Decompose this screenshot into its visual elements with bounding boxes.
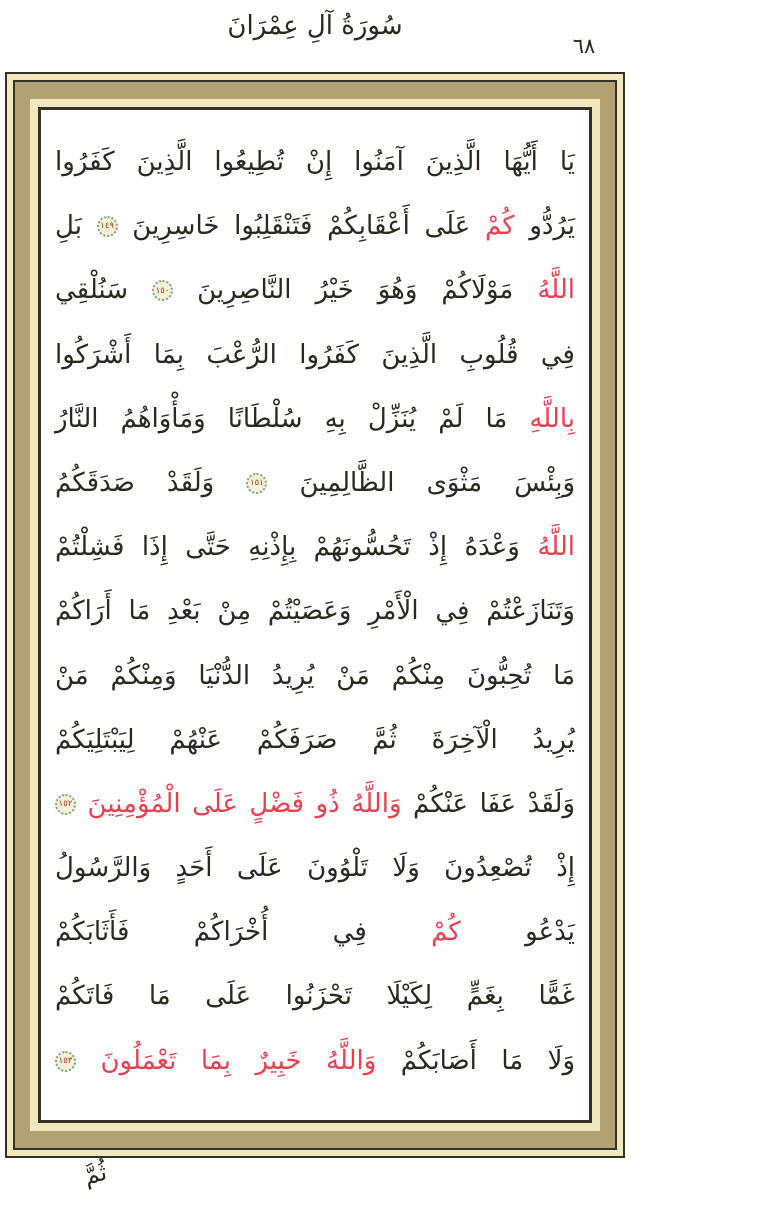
verse-end-rosette-icon <box>152 280 173 301</box>
quran-line <box>55 323 575 387</box>
decorative-border-frame <box>5 72 625 1158</box>
verse-text: عَلَى أَعْقَابِكُمْ فَتَنْقَلِبُوا خَاسِرِينَ <box>132 211 471 242</box>
quran-text-block <box>55 130 575 1093</box>
page-number: ٦٨ <box>572 34 596 58</box>
highlighted-word: اللَّهُ <box>537 532 576 563</box>
verse-text: غَمًّا بِغَمٍّ لِكَيْلَا تَحْزَنُوا عَلَى مَا فَاتَكُمْ <box>55 981 575 1012</box>
quran-line <box>55 579 575 643</box>
verse-text: يَدْعُو <box>525 917 576 948</box>
highlighted-word: كُمْ <box>484 211 515 242</box>
verse-text: مَوْلَاكُمْ وَهُوَ خَيْرُ النَّاصِرِينَ <box>197 275 514 306</box>
verse-text: وَعْدَهُ إِذْ تَحُسُّونَهُمْ بِإِذْنِهِ حَتَّى إِذَا فَشِلْتُمْ <box>55 532 520 563</box>
verse-end-rosette-icon <box>97 216 118 237</box>
quran-line <box>55 1029 575 1093</box>
quran-line <box>55 451 575 515</box>
verse-text: إِذْ تُصْعِدُونَ وَلَا تَلْوُونَ عَلَى أَحَدٍ وَالرَّسُولُ <box>55 853 575 884</box>
frame-tan-band <box>13 80 617 1150</box>
verse-text: مَا تُحِبُّونَ مِنْكُمْ مَنْ يُرِيدُ الدُّنْيَا وَمِنْكُمْ مَنْ <box>55 660 575 691</box>
quran-line <box>55 836 575 900</box>
quran-line <box>55 387 575 451</box>
verse-text: بَلِ <box>55 211 82 242</box>
highlighted-word: وَاللَّهُ خَبِيرٌ بِمَا تَعْمَلُونَ <box>100 1045 377 1076</box>
verse-text: يَرُدُّو <box>529 211 576 242</box>
verse-text: وَلَقَدْ عَفَا عَنْكُمْ <box>413 788 575 819</box>
catchword: ثُمَّ <box>80 1157 110 1191</box>
quran-line <box>55 964 575 1028</box>
quran-line <box>55 194 575 258</box>
verse-text: وَتَنَازَعْتُمْ فِي الْأَمْرِ وَعَصَيْتُمْ مِنْ بَعْدِ مَا أَرَاكُمْ <box>55 596 575 627</box>
verse-number: ١٥١ <box>250 478 264 489</box>
highlighted-word: اللَّهُ <box>537 275 576 306</box>
highlighted-word: كُمْ <box>431 917 461 948</box>
verse-text: وَبِئْسَ مَثْوَى الظَّالِمِينَ <box>299 467 576 498</box>
quran-line <box>55 130 575 194</box>
verse-number: ١٥٢ <box>58 799 73 810</box>
quran-line <box>55 644 575 708</box>
verse-text: مَا لَمْ يُنَزِّلْ بِهِ سُلْطَانًا وَمَأْوَاهُمُ النَّارُ <box>55 403 508 434</box>
verse-text: فِي قُلُوبِ الَّذِينَ كَفَرُوا الرُّعْبَ بِمَا أَشْرَكُوا <box>55 339 575 370</box>
verse-end-rosette-icon <box>55 794 76 815</box>
quran-line <box>55 900 575 964</box>
verse-text: فِي أُخْرَاكُمْ فَأَثَابَكُمْ <box>55 917 367 948</box>
verse-text: يَا أَيُّهَا الَّذِينَ آمَنُوا إِنْ تُطِيعُوا الَّذِينَ كَفَرُوا <box>55 147 575 177</box>
verse-number: ١٥٣ <box>58 1055 73 1066</box>
verse-text: وَلَقَدْ صَدَقَكُمُ <box>55 467 215 498</box>
verse-text: وَلَا مَا أَصَابَكُمْ <box>400 1045 575 1076</box>
verse-number: ١٥٠ <box>155 285 170 296</box>
verse-text: يُرِيدُ الْآخِرَةَ ثُمَّ صَرَفَكُمْ عَنْهُمْ لِيَبْتَلِيَكُمْ <box>55 724 575 755</box>
frame-outer-cream-band <box>5 72 625 1158</box>
verse-number: ١٤٩ <box>100 221 114 232</box>
highlighted-word: وَاللَّهُ ذُو فَضْلٍ عَلَى الْمُؤْمِنِينَ <box>87 788 402 819</box>
quran-line <box>55 772 575 836</box>
highlighted-word: بِاللَّهِ <box>529 403 575 434</box>
quran-line <box>55 515 575 579</box>
frame-inner-cream-band <box>30 99 600 1131</box>
quran-line <box>55 258 575 322</box>
verse-end-rosette-icon <box>246 473 267 494</box>
verse-text: سَنُلْقِي <box>55 275 129 306</box>
quran-line <box>55 708 575 772</box>
verse-end-rosette-icon <box>55 1051 76 1072</box>
text-panel <box>38 107 592 1123</box>
surah-title: سُورَةُ آلِ عِمْرَانَ <box>227 11 403 41</box>
